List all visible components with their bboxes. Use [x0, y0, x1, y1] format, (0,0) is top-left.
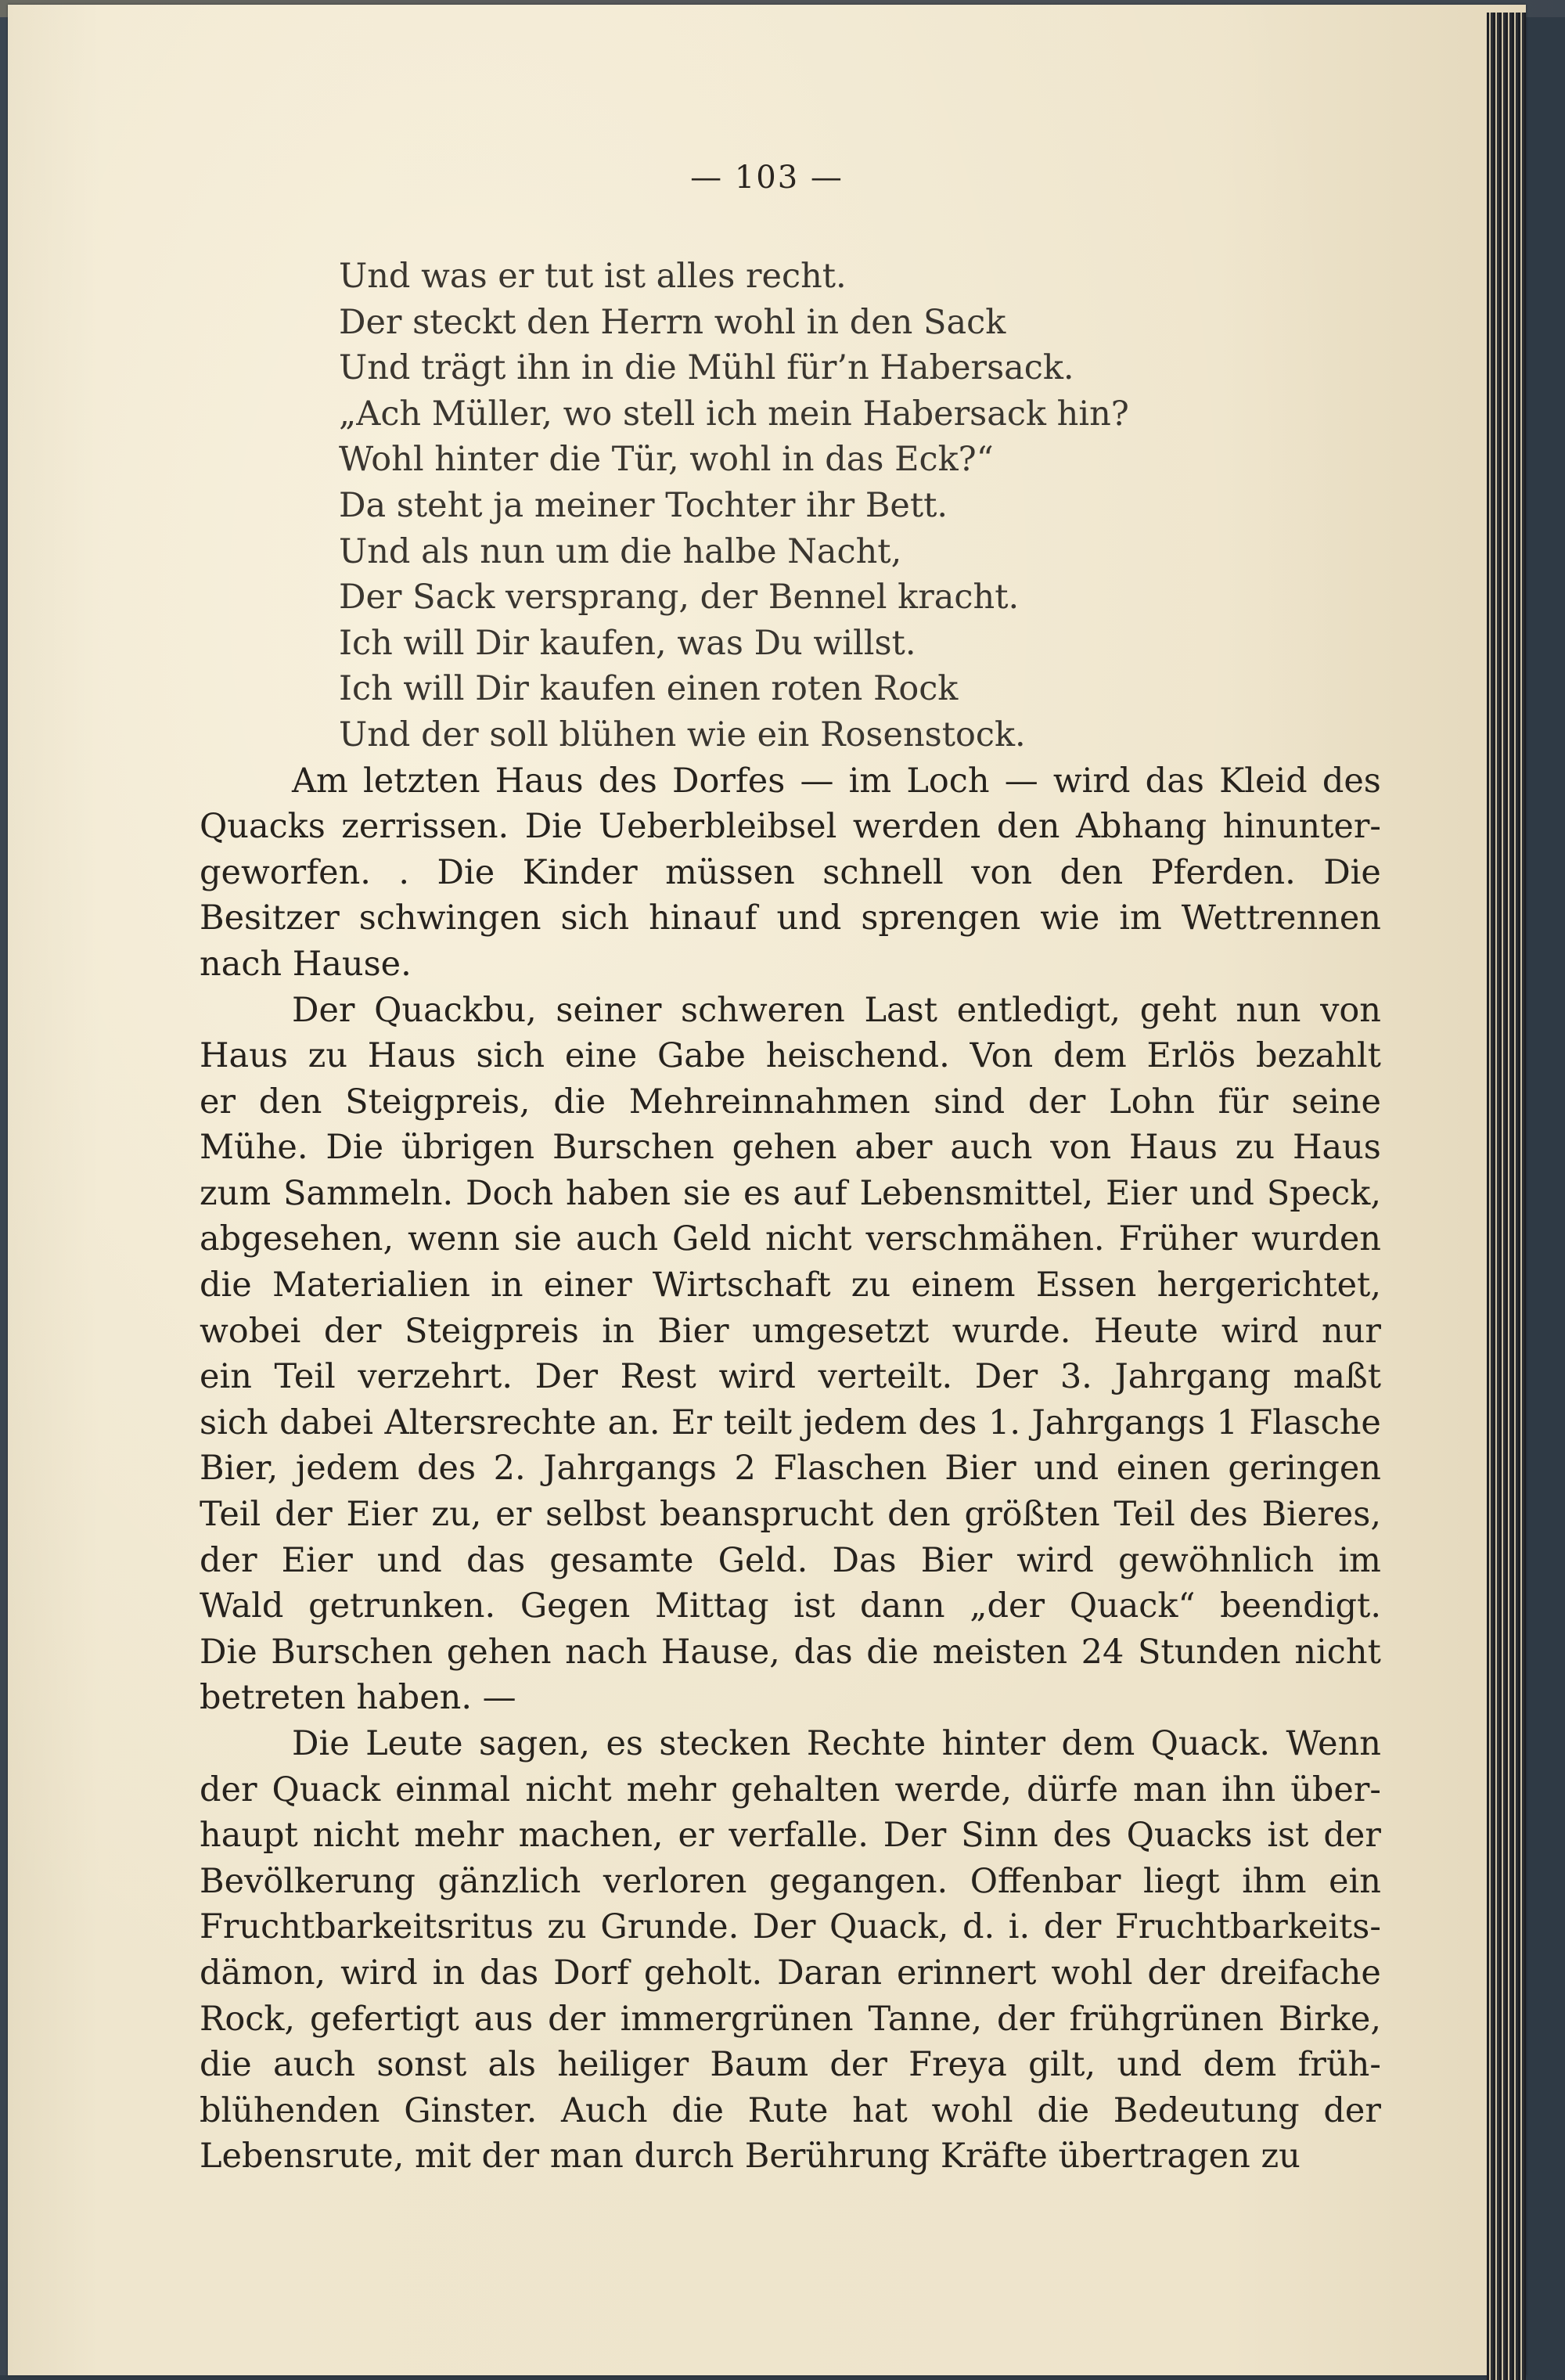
text-line: die auch sonst als heiliger Baum der Freya gilt, und dem früh-	[200, 2045, 1381, 2085]
verse-line: Der steckt den Herrn wohl in den Sack	[339, 302, 1006, 342]
paragraph	[200, 758, 1381, 988]
text-line: die Materialien in einer Wirtschaft zu einem Essen hergerichtet,	[200, 1266, 1381, 1305]
text-line: zum Sammeln. Doch haben sie es auf Lebensmittel, Eier und Speck,	[200, 1173, 1381, 1213]
text-line: Die Leute sagen, es stecken Rechte hinter dem Quack. Wenn	[292, 1724, 1381, 1763]
text-line: abgesehen, wenn sie auch Geld nicht verschmähen. Früher wurden	[200, 1219, 1381, 1259]
verse-line: Da steht ja meiner Tochter ihr Bett.	[339, 485, 948, 525]
verse-line: „Ach Müller, wo stell ich mein Habersack hin?	[339, 394, 1129, 434]
text-line: Teil der Eier zu, er selbst beansprucht den größten Teil des Bieres,	[200, 1495, 1381, 1535]
text-line: ein Teil verzehrt. Der Rest wird verteilt. Der 3. Jahrgang maßt	[200, 1357, 1381, 1397]
text-line: Die Burschen gehen nach Hause, das die meisten 24 Stunden nicht	[200, 1632, 1381, 1672]
text-line: nach Hause.	[200, 944, 412, 984]
verse-block	[200, 254, 1381, 758]
verse-line: Und was er tut ist alles recht.	[339, 257, 847, 296]
paragraph	[200, 1721, 1381, 2180]
book-page	[8, 5, 1526, 2375]
text-line: Fruchtbarkeitsritus zu Grunde. Der Quack, d. i. der Fruchtbarkeits-	[200, 1907, 1381, 1947]
text-line: Bevölkerung gänzlich verloren gegangen. Offenbar liegt ihm ein	[200, 1861, 1381, 1901]
paragraph	[200, 988, 1381, 1722]
text-line: blühenden Ginster. Auch die Rute hat wohl die Bedeutung der	[200, 2090, 1381, 2130]
text-line: geworfen. . Die Kinder müssen schnell von den Pferden. Die	[200, 852, 1381, 892]
page-number: — 103 —	[690, 160, 844, 196]
prose-block	[200, 758, 1381, 2180]
text-line: Haus zu Haus sich eine Gabe heischend. Von dem Erlös bezahlt	[200, 1036, 1381, 1076]
verse-line: Wohl hinter die Tür, wohl in das Eck?“	[339, 440, 994, 480]
text-line: Mühe. Die übrigen Burschen gehen aber auch von Haus zu Haus	[200, 1128, 1381, 1168]
text-line: Quacks zerrissen. Die Ueberbleibsel werden den Abhang hinunter-	[200, 807, 1381, 847]
text-line: Wald getrunken. Gegen Mittag ist dann „der Quack“ beendigt.	[200, 1586, 1381, 1626]
verse-line: Und als nun um die halbe Nacht,	[339, 531, 902, 571]
text-line: Am letzten Haus des Dorfes — im Loch — wird das Kleid des	[292, 761, 1381, 801]
text-line: Rock, gefertigt aus der immergrünen Tanne, der frühgrünen Birke,	[200, 1999, 1381, 2039]
text-line: der Eier und das gesamte Geld. Das Bier wird gewöhnlich im	[200, 1540, 1381, 1580]
page-text	[200, 254, 1381, 2180]
text-line: wobei der Steigpreis in Bier umgesetzt wurde. Heute wird nur	[200, 1311, 1381, 1351]
text-line: dämon, wird in das Dorf geholt. Daran erinnert wohl der dreifache	[200, 1953, 1381, 1993]
text-line: der Quack einmal nicht mehr gehalten werde, dürfe man ihn über-	[200, 1770, 1381, 1809]
verse-line: Der Sack versprang, der Bennel kracht.	[339, 578, 1020, 618]
text-line: Besitzer schwingen sich hinauf und sprengen wie im Wettrennen	[200, 898, 1381, 938]
verse-line: Ich will Dir kaufen einen roten Rock	[339, 669, 959, 709]
text-line: Bier, jedem des 2. Jahrgangs 2 Flaschen Bier und einen geringen	[200, 1449, 1381, 1489]
verse-line: Und trägt ihn in die Mühl für’n Habersack.	[339, 348, 1074, 388]
text-line: sich dabei Altersrechte an. Er teilt jedem des 1. Jahrgangs 1 Flasche	[200, 1402, 1381, 1442]
text-line: Lebensrute, mit der man durch Berührung Kräfte übertragen zu	[200, 2137, 1301, 2177]
text-line: Der Quackbu, seiner schweren Last entledigt, geht nun von	[292, 990, 1381, 1030]
verse-line: Ich will Dir kaufen, was Du willst.	[339, 623, 916, 663]
text-line: haupt nicht mehr machen, er verfalle. Der Sinn des Quacks ist der	[200, 1816, 1381, 1856]
page-edge-stack	[1487, 13, 1526, 2380]
text-line: er den Steigpreis, die Mehreinnahmen sind der Lohn für seine	[200, 1082, 1381, 1122]
text-line: betreten haben. —	[200, 1678, 516, 1718]
verse-line: Und der soll blühen wie ein Rosenstock.	[339, 715, 1026, 754]
